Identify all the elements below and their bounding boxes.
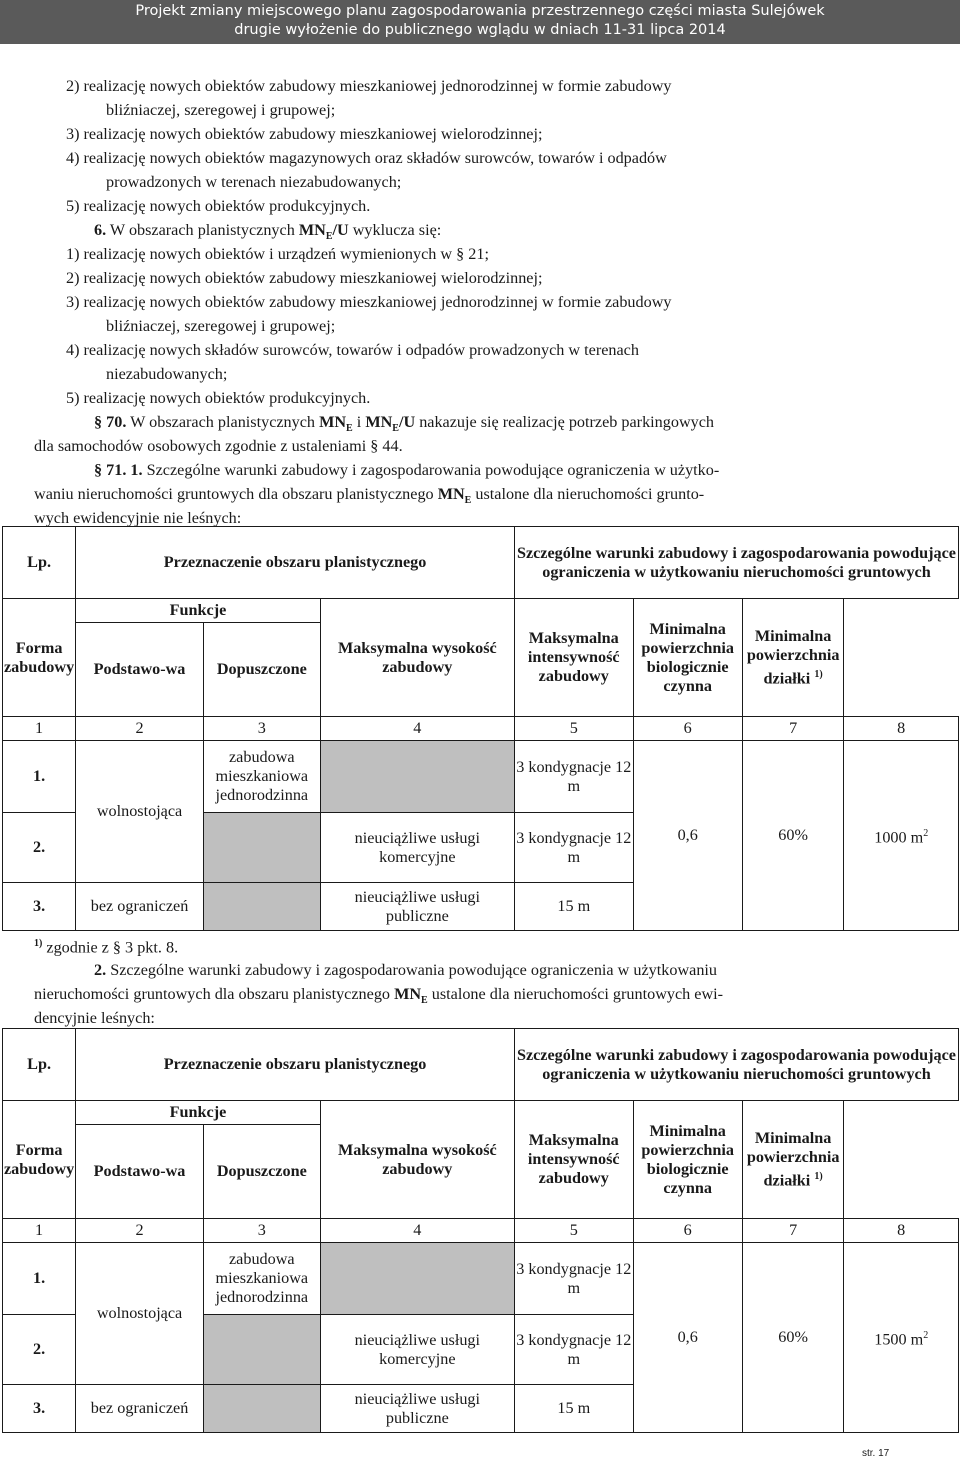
row-forma-wolnostojaca: wolnostojąca <box>76 741 204 883</box>
par6-number: 6. <box>94 221 107 239</box>
header-szczegolne-warunki: Szczególne warunki zabudowy i zagospodarowania powodujące ograniczenia w użytkowaniu nieruchomości gruntowych <box>514 527 958 599</box>
par70-text-a: W obszarach planistycznych <box>130 413 316 431</box>
par71-number: § 71. 1. <box>94 461 143 479</box>
par5-item4-line1: 4) realizację nowych obiektów magazynowych oraz składów surowców, towarów i odpadów <box>66 149 667 167</box>
header-line-2: drugie wyłożenie do publicznego wglądu w dniach 11-31 lipca 2014 <box>234 22 726 38</box>
col-num: 3 <box>203 717 320 741</box>
footnote-marker: 1) <box>34 938 43 949</box>
row-biologicznie: 60% <box>742 1243 844 1433</box>
col-num: 5 <box>514 717 633 741</box>
row-min-dzialka-value: 1500 m <box>874 1330 924 1349</box>
par71-2-line1 <box>94 960 717 980</box>
row-lp: 3. <box>3 1385 76 1433</box>
row-dopuszczone: nieuciążliwe usługi publiczne <box>320 1385 514 1433</box>
par71-line2-text-a: waniu nieruchomości gruntowych dla obszaru planistycznego <box>34 485 434 503</box>
col-num: 7 <box>742 717 844 741</box>
par71-line1-text: Szczególne warunki zabudowy i zagospodarowania powodujące ograniczenia w użytko- <box>146 461 720 479</box>
header-funkcje: Funkcje <box>76 1101 321 1125</box>
col-num: 7 <box>742 1219 844 1243</box>
header-max-wysokosc: Maksymalna wysokość zabudowy <box>320 599 514 717</box>
par6-symbol-sub: E <box>325 231 333 243</box>
par71-2-symbol: MN <box>394 985 422 1003</box>
table-row <box>3 741 959 813</box>
header-max-intensywnosc: Maksymalna intensywność zabudowy <box>514 1101 633 1219</box>
row-dopuszczone: nieuciążliwe usługi komercyjne <box>320 813 514 883</box>
par71-2-symbol-sub: E <box>421 995 428 1007</box>
par70-line2: dla samochodów osobowych zgodnie z ustaleniami § 44. <box>34 437 403 455</box>
par6-text-b: wyklucza się: <box>352 221 442 239</box>
par70-symbol-1: MN <box>319 413 347 431</box>
col-num: 2 <box>76 1219 204 1243</box>
column-number-row <box>3 717 959 741</box>
col-num: 5 <box>514 1219 633 1243</box>
row-podstawowa: zabudowa mieszkaniowa jednorodzinna <box>203 1243 320 1315</box>
header-min-biologicznie: Minimalna powierzchnia biologicznie czynna <box>633 599 742 717</box>
row-min-dzialka <box>844 1243 959 1433</box>
header-podstawowa: Podstawo-wa <box>76 1125 204 1219</box>
par5-item3: 3) realizację nowych obiektów zabudowy mieszkaniowej wielorodzinnej; <box>66 125 543 143</box>
par71-symbol: MN <box>437 485 465 503</box>
header-min-dzialki-sup: 1) <box>814 668 823 680</box>
par6-item5: 5) realizację nowych obiektów produkcyjnych. <box>66 389 371 407</box>
document-header <box>0 0 960 44</box>
row-min-dzialka-sup: 2 <box>923 1329 929 1341</box>
par6-item4-line2: niezabudowanych; <box>106 365 228 383</box>
header-funkcje: Funkcje <box>76 599 321 623</box>
par70-symbol-2: MN <box>365 413 393 431</box>
header-szczegolne-warunki: Szczególne warunki zabudowy i zagospodarowania powodujące ograniczenia w użytkowaniu nieruchomości gruntowych <box>514 1029 958 1101</box>
header-min-dzialki-text: Minimalna powierzchnia działki <box>746 626 840 688</box>
header-przeznaczenie: Przeznaczenie obszaru planistycznego <box>76 527 515 599</box>
row-forma-bez-ograniczen: bez ograniczeń <box>76 883 204 931</box>
par6-item3-line1: 3) realizację nowych obiektów zabudowy mieszkaniowej jednorodzinnej w formie zabudowy <box>66 293 672 311</box>
col-num: 4 <box>320 1219 514 1243</box>
col-num: 1 <box>3 1219 76 1243</box>
header-min-dzialki-sup: 1) <box>814 1170 823 1182</box>
row-dopuszczone: nieuciążliwe usługi komercyjne <box>320 1315 514 1385</box>
row-podstawowa-empty <box>203 813 320 883</box>
header-dopuszczone: Dopuszczone <box>203 623 320 717</box>
header-lp: Lp. <box>3 1029 76 1101</box>
row-wysokosc: 3 kondygnacje 12 m <box>514 1315 633 1385</box>
row-wysokosc: 15 m <box>514 1385 633 1433</box>
row-biologicznie: 60% <box>742 741 844 931</box>
row-intensywnosc: 0,6 <box>633 1243 742 1433</box>
header-dopuszczone: Dopuszczone <box>203 1125 320 1219</box>
col-num: 4 <box>320 717 514 741</box>
par71-2-number: 2. <box>94 961 107 979</box>
row-dopuszczone: nieuciążliwe usługi publiczne <box>320 883 514 931</box>
row-dopuszczone-empty <box>320 741 514 813</box>
header-lp: Lp. <box>3 527 76 599</box>
header-min-biologicznie: Minimalna powierzchnia biologicznie czynna <box>633 1101 742 1219</box>
row-lp: 2. <box>3 813 76 883</box>
row-min-dzialka <box>844 741 959 931</box>
par70-text-b: nakazuje się realizację potrzeb parkingowych <box>419 413 715 431</box>
header-przeznaczenie: Przeznaczenie obszaru planistycznego <box>76 1029 515 1101</box>
par6-symbol: MN <box>298 221 326 239</box>
par71-line1 <box>94 460 719 480</box>
col-num: 3 <box>203 1219 320 1243</box>
row-wysokosc: 15 m <box>514 883 633 931</box>
par71-line3: wych ewidencyjnie nie leśnych: <box>34 509 242 527</box>
conditions-table-non-forest <box>2 526 959 931</box>
row-wysokosc: 3 kondygnacje 12 m <box>514 813 633 883</box>
header-min-dzialki <box>742 1101 844 1219</box>
header-max-intensywnosc: Maksymalna intensywność zabudowy <box>514 599 633 717</box>
header-max-wysokosc: Maksymalna wysokość zabudowy <box>320 1101 514 1219</box>
page-number: str. 17 <box>862 1448 890 1459</box>
row-lp: 1. <box>3 741 76 813</box>
header-podstawowa: Podstawo-wa <box>76 623 204 717</box>
row-forma-bez-ograniczen: bez ograniczeń <box>76 1385 204 1433</box>
par70-symbol-2-suffix: /U <box>398 413 416 431</box>
par5-item4-line2: prowadzonych w terenach niezabudowanych; <box>106 173 402 191</box>
par5-item2-text: 2) realizację nowych obiektów zabudowy mieszkaniowej jednorodzinnej w formie zabudowy <box>66 77 672 95</box>
row-lp: 1. <box>3 1243 76 1315</box>
header-forma-zabudowy: Forma zabudowy <box>3 1101 76 1219</box>
par71-line2-text-b: ustalone dla nieruchomości grunto- <box>475 485 705 503</box>
header-forma-zabudowy: Forma zabudowy <box>3 599 76 717</box>
col-num: 2 <box>76 717 204 741</box>
par6-text-a: W obszarach planistycznych <box>109 221 295 239</box>
par71-2-line2-text-b: ustalone dla nieruchomości gruntowych ewi- <box>431 985 724 1003</box>
col-num: 8 <box>844 1219 959 1243</box>
row-podstawowa-empty <box>203 1315 320 1385</box>
par71-2-line3: dencyjnie leśnych: <box>34 1009 155 1027</box>
par70-symbol-2-sub: E <box>392 423 399 435</box>
par5-item2-line1 <box>66 76 890 96</box>
par6-item1: 1) realizację nowych obiektów i urządzeń wymienionych w § 21; <box>66 245 489 263</box>
par71-symbol-sub: E <box>464 495 472 507</box>
row-dopuszczone-empty <box>320 1243 514 1315</box>
par71-2-line2-text-a: nieruchomości gruntowych dla obszaru planistycznego <box>34 985 391 1003</box>
conditions-table-forest <box>2 1028 959 1433</box>
par5-item5: 5) realizację nowych obiektów produkcyjnych. <box>66 197 371 215</box>
row-intensywnosc: 0,6 <box>633 741 742 931</box>
header-min-dzialki <box>742 599 844 717</box>
row-podstawowa: zabudowa mieszkaniowa jednorodzinna <box>203 741 320 813</box>
row-podstawowa-empty <box>203 1385 320 1433</box>
par70-and: i <box>356 413 362 431</box>
col-num: 6 <box>633 717 742 741</box>
footnote-text: zgodnie z § 3 pkt. 8. <box>46 938 179 957</box>
header-line-1: Projekt zmiany miejscowego planu zagospodarowania przestrzennego części miasta Sulejówek <box>135 3 825 19</box>
par5-item2-line2: bliźniaczej, szeregowej i grupowej; <box>106 101 336 119</box>
col-num: 6 <box>633 1219 742 1243</box>
par6-item4-line1: 4) realizację nowych składów surowców, towarów i odpadów prowadzonych w terenach <box>66 341 639 359</box>
par6-symbol-suffix: /U <box>332 221 349 239</box>
header-min-dzialki-text: Minimalna powierzchnia działki <box>746 1128 840 1190</box>
col-num: 8 <box>844 717 959 741</box>
row-lp: 3. <box>3 883 76 931</box>
row-min-dzialka-value: 1000 m <box>874 828 924 847</box>
row-wysokosc: 3 kondygnacje 12 m <box>514 1243 633 1315</box>
row-lp: 2. <box>3 1315 76 1385</box>
row-forma-wolnostojaca: wolnostojąca <box>76 1243 204 1385</box>
row-podstawowa-empty <box>203 883 320 931</box>
row-wysokosc: 3 kondygnacje 12 m <box>514 741 633 813</box>
par70-number: § 70. <box>94 413 127 431</box>
col-num: 1 <box>3 717 76 741</box>
row-min-dzialka-sup: 2 <box>923 827 929 839</box>
par71-2-line1-text: Szczególne warunki zabudowy i zagospodarowania powodujące ograniczenia w użytkowaniu <box>110 961 717 979</box>
table-row <box>3 1243 959 1315</box>
table-footnote <box>34 934 178 957</box>
par70-symbol-1-sub: E <box>346 423 353 435</box>
par6-item2: 2) realizację nowych obiektów zabudowy mieszkaniowej wielorodzinnej; <box>66 269 543 287</box>
par6-item3-line2: bliźniaczej, szeregowej i grupowej; <box>106 317 336 335</box>
column-number-row <box>3 1219 959 1243</box>
